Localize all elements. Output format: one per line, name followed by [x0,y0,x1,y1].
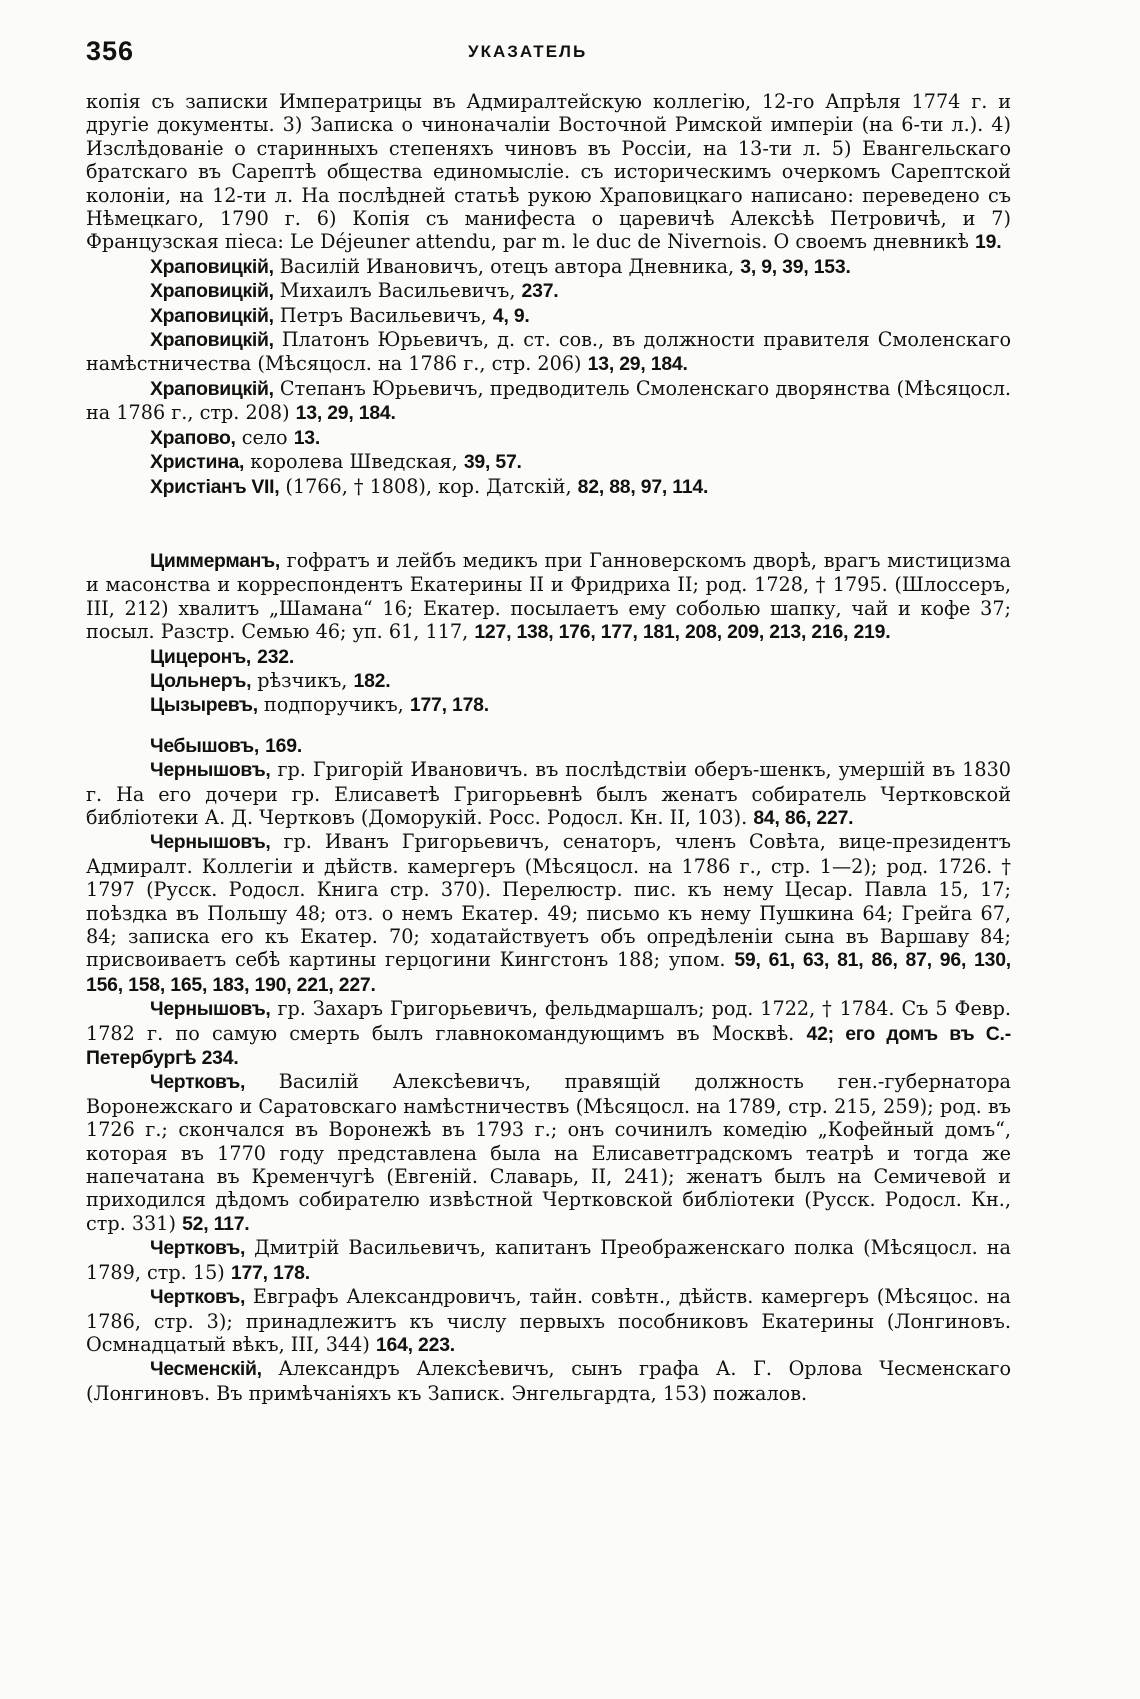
entry-head: Чертковъ, [150,1071,246,1094]
index-entry [86,475,1011,499]
index-entry [86,304,1011,328]
index-entry [86,450,1011,474]
entry-text: Василій Ивановичъ, отецъ автора Дневника, [279,254,735,278]
index-entry [86,830,1011,997]
entry-refs: 19. [975,231,1002,254]
section-break [86,499,1011,549]
entry-refs: 39, 57. [463,451,522,474]
entry-head: Цызыревъ, [150,694,258,717]
entry-text: Степанъ Юрьевичъ, предводитель Смоленскаго дворянства (Мѣсяцосл. на 1786 г., стр. 208) [86,376,1011,425]
entry-text: Василій Алексѣевичъ, правящій должность ген.-губернатора Воронежскаго и Саратовскаго намѣстничествъ (Мѣсяцосл. на 1789, стр. 215, 259); род. въ 1726 г.; скончался въ Воронежѣ въ 1793 г.; онъ сочинилъ комедію „Кофейный домъ“, которая въ 1770 году представлена была на Елисаветградскомъ театрѣ и тогда же напечатана въ Кременчугѣ (Евгеній. Славарь, II, 241); женатъ былъ на Семичевой и приходился дѣдомъ собирателю извѣстной Чертковской библіотеки (Русск. Родосл. Кн., стр. 331) [86,1070,1011,1235]
entry-refs: 177, 178. [409,694,489,717]
entry-refs: 182. [353,669,391,692]
entry-head: Храповицкій, [150,329,274,352]
index-entry [86,758,1011,830]
index-entry [86,426,1011,450]
entry-text: гр. Григорій Ивановичъ. въ послѣдствіи оберъ-шенкъ, умершій въ 1830 г. На его дочери гр. Елисаветѣ Григорьевнѣ былъ женатъ собиратель Чертковской библіотеки А. Д. Чертковъ (Доморукій. Росс. Родосл. Кн. II, 103). [86,758,1011,829]
index-entry [86,549,1011,645]
index-entry [86,279,1011,303]
index-entry [86,645,1011,669]
entry-head: Храповицкій, [150,255,274,278]
section-break [86,718,1011,734]
index-entry [86,90,1011,255]
entry-head: Храповицкій, [150,377,274,400]
entry-refs: 84, 86, 227. [753,806,854,829]
entry-head: Цицеронъ, [150,645,252,668]
entry-text: гр. Захаръ Григорьевичъ, фельдмаршалъ; род. 1722, † 1784. Съ 5 Февр. 1782 г. по самую смерть былъ главнокомандующимъ въ Москвѣ. [86,997,1011,1045]
entry-refs: 237. [521,280,559,303]
entry-refs: 13, 29, 184. [295,402,396,425]
entry-refs: 127, 138, 176, 177, 181, 208, 209, 213, 216, 219. [474,621,891,644]
entry-head: Чернышовъ, [150,998,271,1021]
index-entry [86,255,1011,279]
index-entry [86,1285,1011,1357]
entry-refs: 13, 29, 184. [587,353,688,376]
entry-head: Храпово, [150,426,236,449]
entry-text: Евграфъ Александровичъ, тайн. совѣтн., дѣйств. камергеръ (Мѣсяцос. на 1786, стр. 3); принадлежитъ къ числу первыхъ пособниковъ Екатерины (Лонгиновъ. Осмнадцатый вѣкъ, III, 344) [86,1285,1011,1356]
running-head: УКАЗАТЕЛЬ [468,42,588,61]
entry-refs: 169. [265,734,303,757]
entry-text: Платонъ Юрьевичъ, д. ст. сов., въ должности правителя Смоленскаго намѣстничества (Мѣсяцосл. на 1786 г., стр. 206) [86,328,1011,376]
index-entry [86,1070,1011,1236]
entry-refs: 82, 88, 97, 114. [577,475,709,498]
entry-refs: 52, 117. [182,1212,250,1235]
entry-text: копія съ записки Императрицы въ Адмиралтейскую коллегію, 12-го Апрѣля 1774 г. и другіе документы. 3) Записка о чиноначаліи Восточной Римской имперіи (на 6-ти л.). 4) Изслѣдованіе о старинныхъ степеняхъ чиновъ въ Россіи, на 13-ти л. 5) Евангельскаго братскаго въ Сарептѣ общества единомысліе. съ историческимъ очеркомъ Сарептской колоніи, на 12-ти л. На послѣдней статьѣ рукою Храповицкаго написано: переведено съ Нѣмецкаго, 1790 г. 6) Копія съ манифеста о царевичѣ Алексѣѣ Петровичѣ, и 7) Французская піеса: Le Déjeuner attendu, par m. le duc de Nivernois. О своемъ дневникѣ [86,90,1011,254]
entry-text: (1766, † 1808), кор. Датскій, [285,474,572,498]
entry-refs: 177, 178. [230,1261,310,1284]
entry-text: рѣзчикъ, [257,668,348,692]
entry-head: Христина, [150,451,245,474]
entry-head: Чертковъ, [150,1237,246,1260]
entry-head: Христіанъ VII, [150,475,280,498]
entry-head: Храповицкій, [150,304,274,327]
entry-refs: 4, 9. [492,304,530,327]
entry-refs: 164, 223. [375,1333,455,1356]
entry-head: Чертковъ, [150,1286,246,1309]
entry-text: Александръ Алексѣевичъ, сынъ графа А. Г. Орлова Чесменскаго (Лонгиновъ. Въ примѣчаніяхъ къ Записк. Энгельгардта, 153) пожалов. [86,1357,1011,1405]
index-entry [86,693,1011,717]
entry-head: Чесменскій, [150,1358,262,1381]
entry-refs: 42; его домъ въ С.-Петербургѣ 234. [86,1022,1011,1070]
entry-head: Храповицкій, [150,280,274,303]
page-number: 356 [86,36,135,66]
entry-text: гофратъ и лейбъ медикъ при Ганноверскомъ дворѣ, врагъ мистицизма и масонства и корреспондентъ Екатерины II и Фридриха II; род. 1728, † 1795. (Шлоссеръ, III, 212) хвалитъ „Шамана“ 16; Екатер. посылаетъ ему соболью шапку, чай и кофе 37; посыл. Разстр. Семью 46; уп. 61, 117, [86,548,1011,644]
index-entry [86,1357,1011,1405]
entry-head: Чернышовъ, [150,759,271,782]
entry-text: Петръ Васильевичъ, [279,303,487,327]
index-entry [86,328,1011,377]
entry-refs: 59, 61, 63, 81, 86, 87, 96, 130, 156, 158, 165, 183, 190, 221, 227. [86,949,1011,996]
index-entry [86,997,1011,1070]
index-entry [86,1236,1011,1285]
entry-text: подпоручикъ, [263,693,404,717]
index-entry [86,669,1011,693]
entry-head: Циммерманъ, [150,549,280,572]
entry-head: Чернышовъ, [150,831,271,854]
entry-text: Дмитрій Васильевичъ, капитанъ Преображенскаго полка (Мѣсяцосл. на 1789, стр. 15) [86,1236,1011,1284]
entry-text: королева Шведская, [250,450,458,474]
entry-text: Михаилъ Васильевичъ, [279,279,516,303]
entry-refs: 3, 9, 39, 153. [740,255,851,278]
entry-refs: 232. [257,645,295,668]
entry-head: Чебышовъ, [150,734,259,757]
entry-head: Цольнеръ, [150,669,252,692]
entry-text: гр. Иванъ Григорьевичъ, сенаторъ, членъ Совѣта, вице-президентъ Адмиралт. Коллегіи и дѣйств. камергеръ (Мѣсяцосл. на 1786 г., стр. 1—2); род. 1726. † 1797 (Русск. Родосл. Книга стр. 370). Перелюстр. пис. къ нему Цесар. Павла 15, 17; поѣздка въ Польшу 48; отз. о немъ Екатер. 49; письмо къ нему Пушкина 64; Грейга 67, 84; записка его къ Екатер. 70; ходатайствуетъ объ опредѣленіи сына въ Варшаву 84; присвоиваетъ себѣ картины герцогини Кингстонъ 188; упом. [86,830,1011,972]
index-entry [86,377,1011,426]
entry-refs: 13. [293,426,321,449]
index-entry [86,734,1011,758]
entry-text: село [241,425,288,449]
index-text [86,90,1011,1405]
